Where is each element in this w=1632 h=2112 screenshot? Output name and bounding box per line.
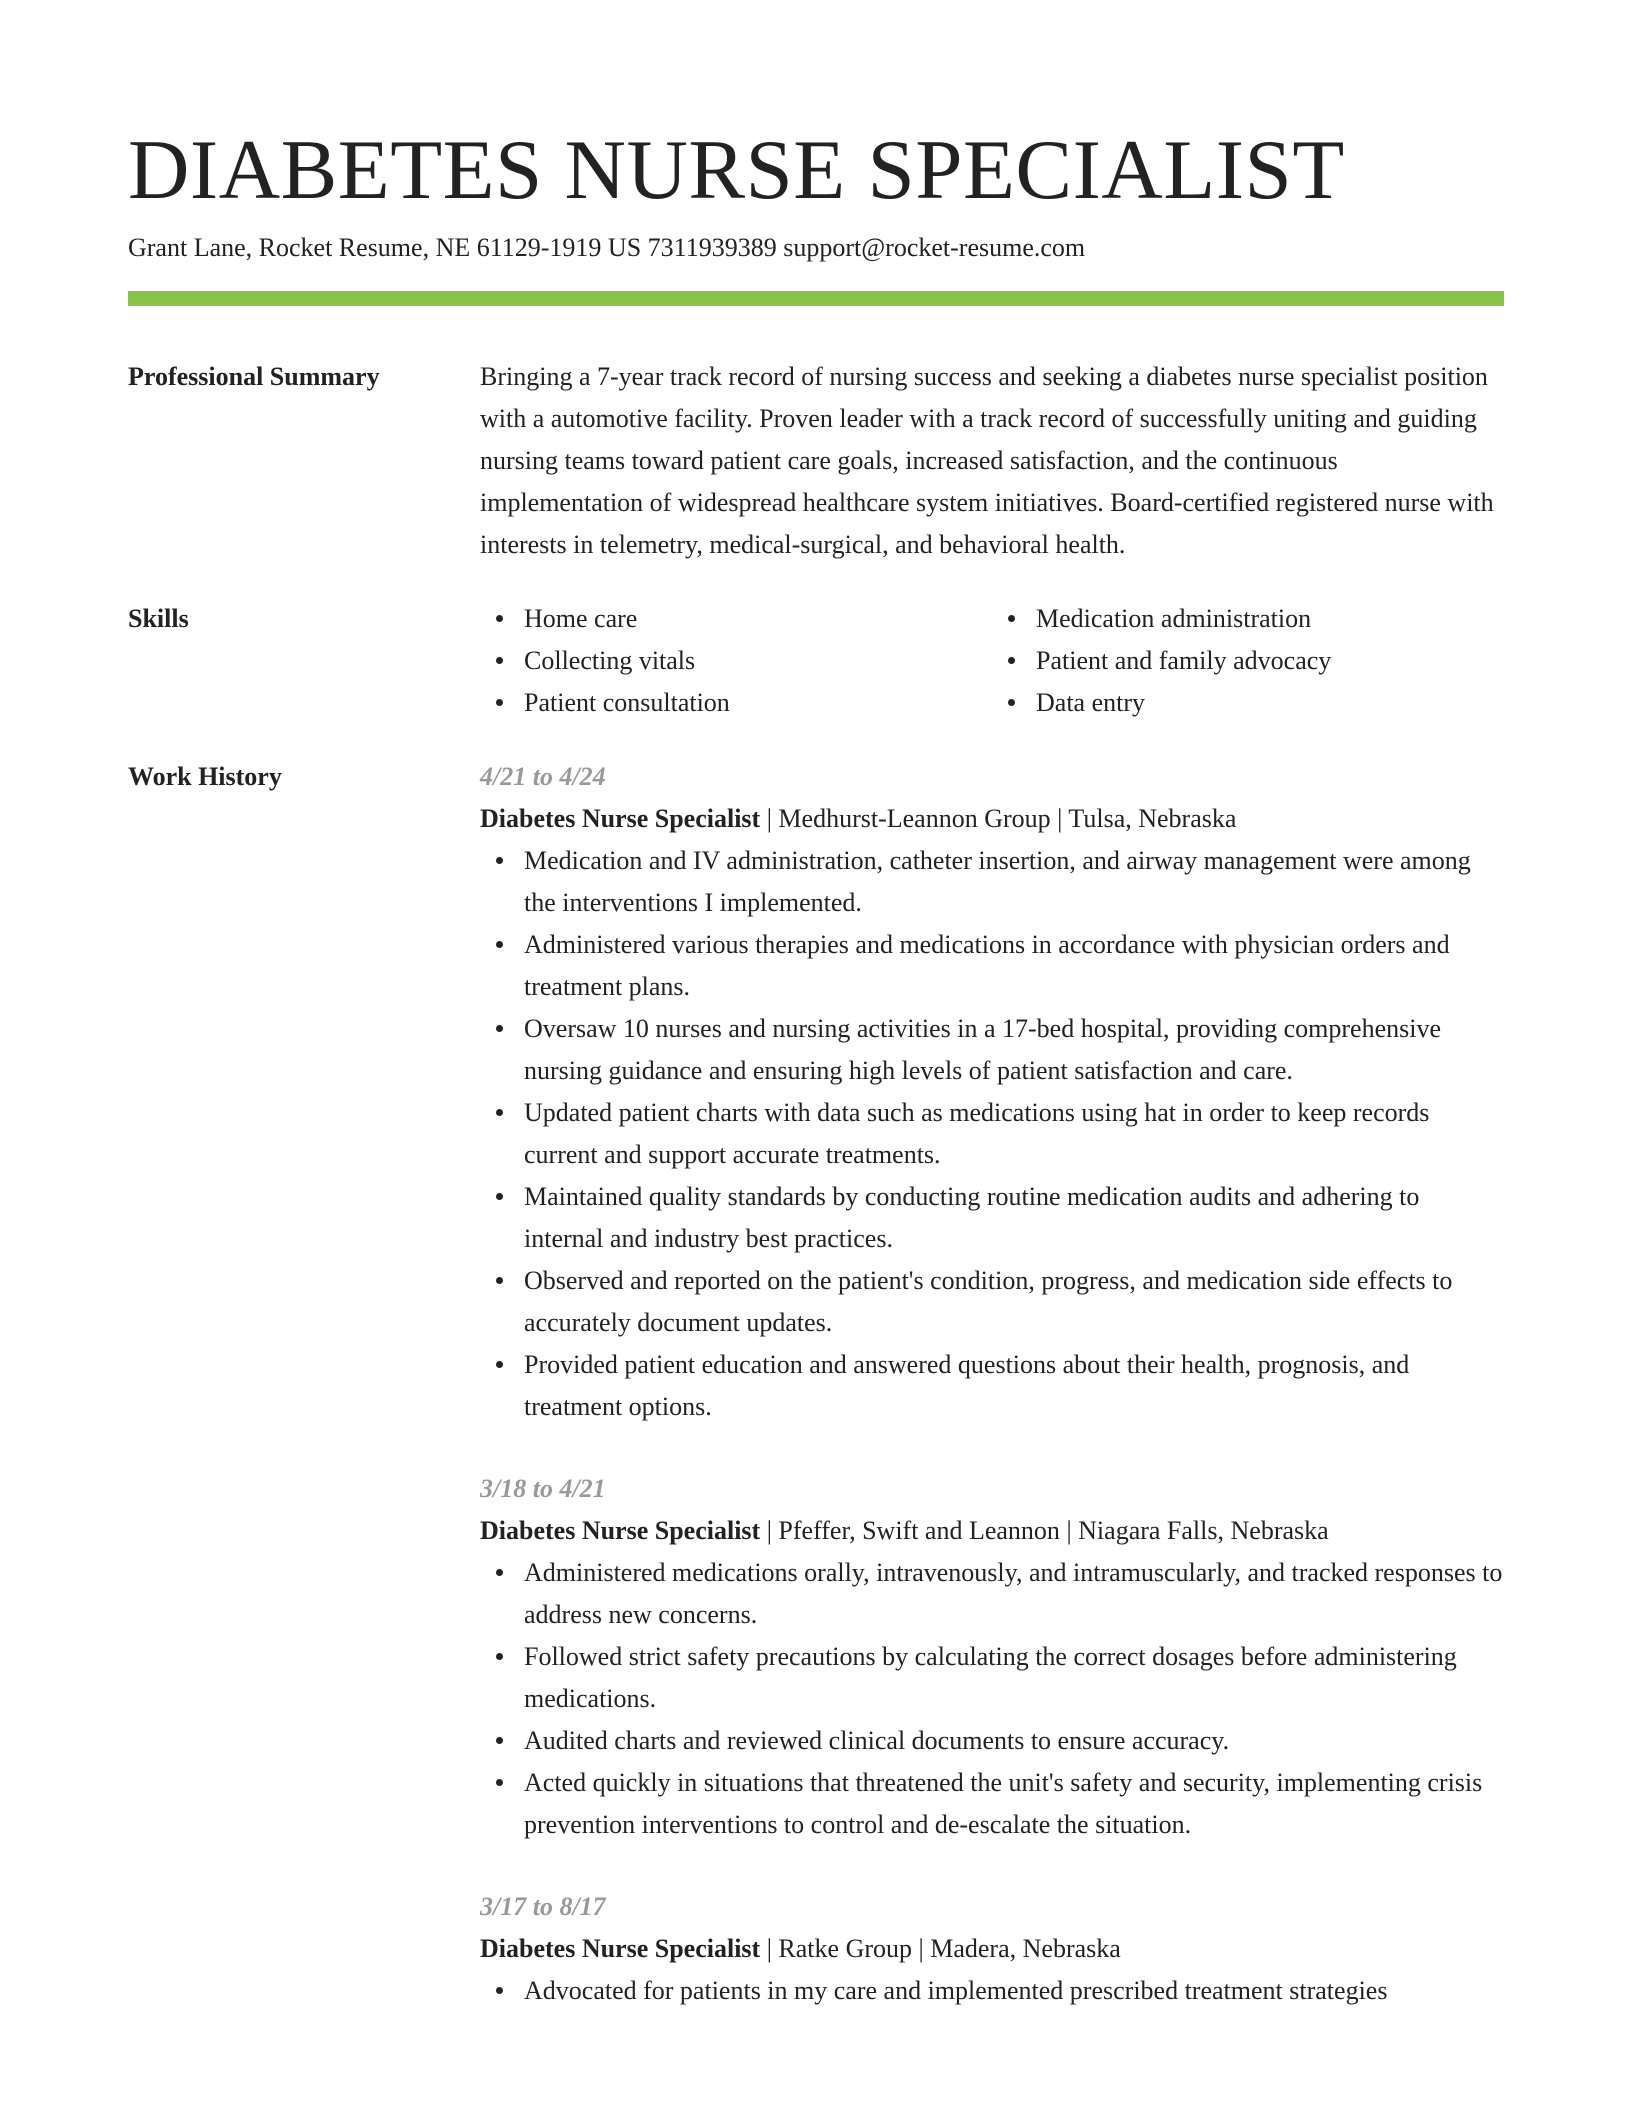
job-bullet: Updated patient charts with data such as medications using hat in order to keep records current and support accurate treatments. <box>480 1092 1504 1176</box>
job-separator: | <box>766 1516 772 1545</box>
skill-item: Medication administration <box>992 598 1504 640</box>
contact-address: Grant Lane, Rocket Resume, NE 61129-1919 US <box>128 233 642 262</box>
skill-item: Patient and family advocacy <box>992 640 1504 682</box>
job-entry <box>480 1886 1504 2012</box>
job-bullet: Provided patient education and answered questions about their health, prognosis, and treatment options. <box>480 1344 1504 1428</box>
job-separator: | <box>766 1934 772 1963</box>
job-title: Diabetes Nurse Specialist <box>480 804 761 833</box>
job-separator: | <box>1057 804 1063 833</box>
job-bullet: Observed and reported on the patient's condition, progress, and medication side effects to accurately document updates. <box>480 1260 1504 1344</box>
job-bullet: Administered various therapies and medications in accordance with physician orders and treatment plans. <box>480 924 1504 1008</box>
skill-item: Data entry <box>992 682 1504 724</box>
job-bullet: Audited charts and reviewed clinical documents to ensure accuracy. <box>480 1720 1504 1762</box>
job-entry <box>480 756 1504 1428</box>
job-bullet: Maintained quality standards by conducting routine medication audits and adhering to internal and industry best practices. <box>480 1176 1504 1260</box>
job-bullet-list <box>480 840 1504 1428</box>
job-entry <box>480 1468 1504 1846</box>
job-heading <box>480 1928 1504 1970</box>
job-bullet: Administered medications orally, intravenously, and intramuscularly, and tracked responses to address new concerns. <box>480 1552 1504 1636</box>
job-location: Tulsa, Nebraska <box>1068 804 1237 833</box>
job-bullet: Medication and IV administration, catheter insertion, and airway management were among the interventions I implemented. <box>480 840 1504 924</box>
job-bullet: Followed strict safety precautions by calculating the correct dosages before administering medications. <box>480 1636 1504 1720</box>
job-heading <box>480 1510 1504 1552</box>
skills-section <box>128 598 1504 724</box>
work-history-section <box>128 756 1504 2052</box>
contact-email: support@rocket-resume.com <box>783 233 1086 262</box>
job-dates: 3/17 to 8/17 <box>480 1892 606 1921</box>
job-dates: 4/21 to 4/24 <box>480 762 606 791</box>
contact-phone: 7311939389 <box>647 233 777 262</box>
skills-list-left <box>480 598 992 724</box>
job-bullet-list <box>480 1970 1504 2012</box>
job-separator: | <box>1066 1516 1072 1545</box>
job-title: Diabetes Nurse Specialist <box>480 1934 761 1963</box>
header-divider <box>128 291 1504 306</box>
job-bullet: Acted quickly in situations that threatened the unit's safety and security, implementing crisis prevention interventions to control and de-escalate the situation. <box>480 1762 1504 1846</box>
contact-line <box>128 230 1504 266</box>
work-history-label: Work History <box>128 762 282 791</box>
job-separator: | <box>766 804 772 833</box>
job-location: Niagara Falls, Nebraska <box>1078 1516 1329 1545</box>
summary-section <box>128 356 1504 566</box>
job-separator: | <box>918 1934 924 1963</box>
job-bullet: Oversaw 10 nurses and nursing activities in a 17-bed hospital, providing comprehensive nursing guidance and ensuring high levels of patient satisfaction and care. <box>480 1008 1504 1092</box>
job-dates: 3/18 to 4/21 <box>480 1474 606 1503</box>
job-title: Diabetes Nurse Specialist <box>480 1516 761 1545</box>
job-company: Ratke Group <box>778 1934 913 1963</box>
summary-label: Professional Summary <box>128 362 380 391</box>
resume-name-heading: DIABETES NURSE SPECIALIST <box>128 123 1345 217</box>
skill-item: Home care <box>480 598 992 640</box>
job-heading <box>480 798 1504 840</box>
skill-item: Patient consultation <box>480 682 992 724</box>
skills-list-right <box>992 598 1504 724</box>
job-bullet: Advocated for patients in my care and implemented prescribed treatment strategies <box>480 1970 1504 2012</box>
skill-item: Collecting vitals <box>480 640 992 682</box>
skills-label: Skills <box>128 604 189 633</box>
job-company: Medhurst-Leannon Group <box>778 804 1051 833</box>
job-company: Pfeffer, Swift and Leannon <box>778 1516 1060 1545</box>
skills-grid <box>480 598 1504 724</box>
job-bullet-list <box>480 1552 1504 1846</box>
summary-text: Bringing a 7-year track record of nursing success and seeking a diabetes nurse specialist position with a automotive facility. Proven leader with a track record of successfully uniting and guiding nursing teams toward patient care goals, increased satisfaction, and the continuous implementation of widespread healthcare system initiatives. Board-certified registered nurse with interests in telemetry, medical-surgical, and behavioral health. <box>480 362 1494 559</box>
job-location: Madera, Nebraska <box>930 1934 1121 1963</box>
